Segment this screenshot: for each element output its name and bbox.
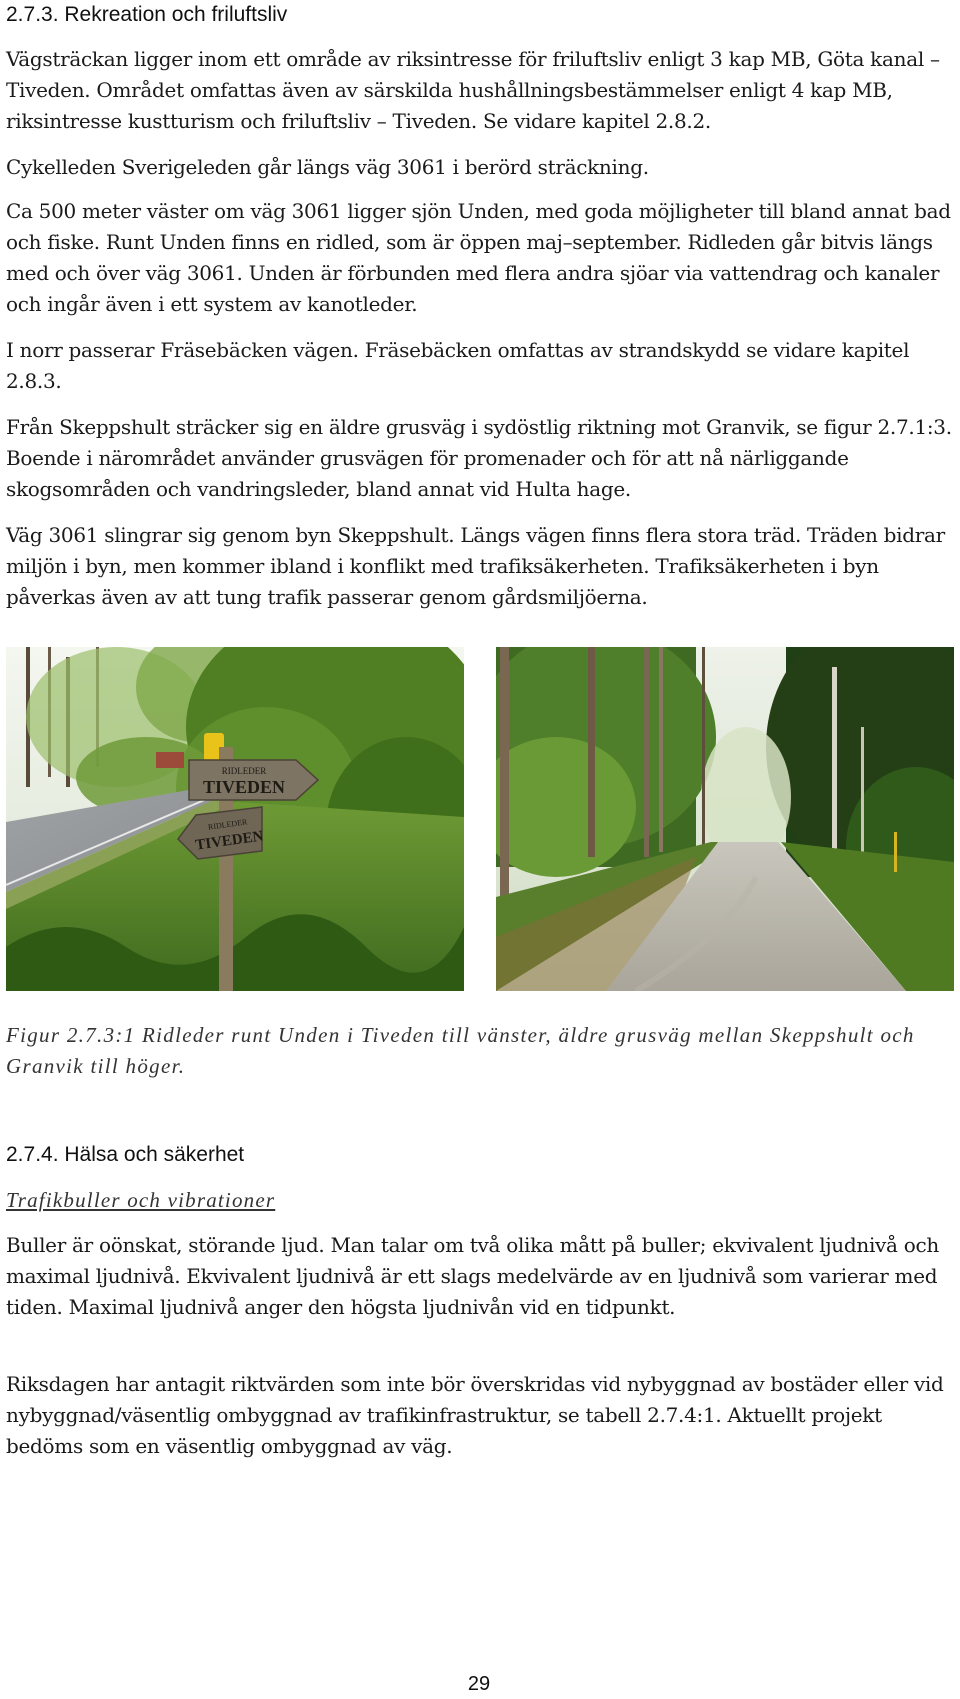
subheading-trafikbuller: Trafikbuller och vibrationer (6, 1188, 276, 1212)
sign-top-small: RIDLEDER (221, 766, 267, 776)
photo-ridleder-sign (6, 647, 464, 991)
figure-caption: Figur 2.7.3:1 Ridleder runt Unden i Tiveden till vänster, äldre grusväg mellan Skeppshult och Granvik till höger. (6, 1023, 915, 1078)
paragraph-unden: Ca 500 meter väster om väg 3061 ligger sjön Unden, med goda möjligheter till bland annat bad och fiske. Runt Unden finns en ridled, som är öppen maj–september. Ridleden går bitvis längs med och över väg 3061. Unden är förbunden med flera andra sjöar via vattendrag och kanaler och ingår även i ett system av kanotleder. (6, 199, 951, 316)
section-heading-health: 2.7.4. Hälsa och säkerhet (6, 1143, 245, 1166)
sign-bottom-main: TIVEDEN (194, 828, 265, 854)
paragraph-cykelleden: Cykelleden Sverigeleden går längs väg 3061 i berörd sträckning. (6, 155, 649, 179)
paragraph-frasebacken: I norr passerar Fräsebäcken vägen. Fräsebäcken omfattas av strandskydd se vidare kapitel 2.8.3. (6, 338, 910, 393)
sign-bottom-small: RIDLEDER (207, 817, 248, 832)
page-number: 29 (467, 1673, 491, 1695)
sign-top-main: TIVEDEN (202, 777, 286, 797)
section-heading-recreation: 2.7.3. Rekreation och friluftsliv (6, 3, 288, 26)
photo-gravel-road (496, 647, 954, 991)
paragraph-riksintresse: Vägsträckan ligger inom ett område av riksintresse för friluftsliv enligt 3 kap MB, Göta kanal – Tiveden. Området omfattas även av särskilda hushållningsbestämmelser enligt 4 kap MB, riksintresse kustturism och friluftsliv – Tiveden. Se vidare kapitel 2.8.2. (6, 47, 940, 133)
paragraph-skeppshult: Väg 3061 slingrar sig genom byn Skeppshult. Längs vägen finns flera stora träd. Träden bidrar miljön i byn, men kommer ibland i konflikt med trafiksäkerheten. Trafiksäkerheten i byn påverkas även av att tung trafik passerar genom gårdsmiljöerna. (6, 523, 945, 609)
paragraph-grusvag: Från Skeppshult sträcker sig en äldre grusväg i sydöstlig riktning mot Granvik, se figur 2.7.1:3. Boende i närområdet använder grusvägen för promenader och för att nå närliggande skogsområden och vandringsleder, bland annat vid Hulta hage. (6, 415, 952, 501)
paragraph-buller: Buller är oönskat, störande ljud. Man talar om två olika mått på buller; ekvivalent ljudnivå och maximal ljudnivå. Ekvivalent ljudnivå är ett slags medelvärde av en ljudnivå som varierar med tiden. Maximal ljudnivå anger den högsta ljudnivån vid en tidpunkt. (6, 1233, 939, 1319)
paragraph-riktvarden: Riksdagen har antagit riktvärden som inte bör överskridas vid nybyggnad av bostäder eller vid nybyggnad/väsentlig ombyggnad av trafikinfrastruktur, se tabell 2.7.4:1. Aktuellt projekt bedöms som en väsentlig ombyggnad av väg. (6, 1372, 944, 1458)
